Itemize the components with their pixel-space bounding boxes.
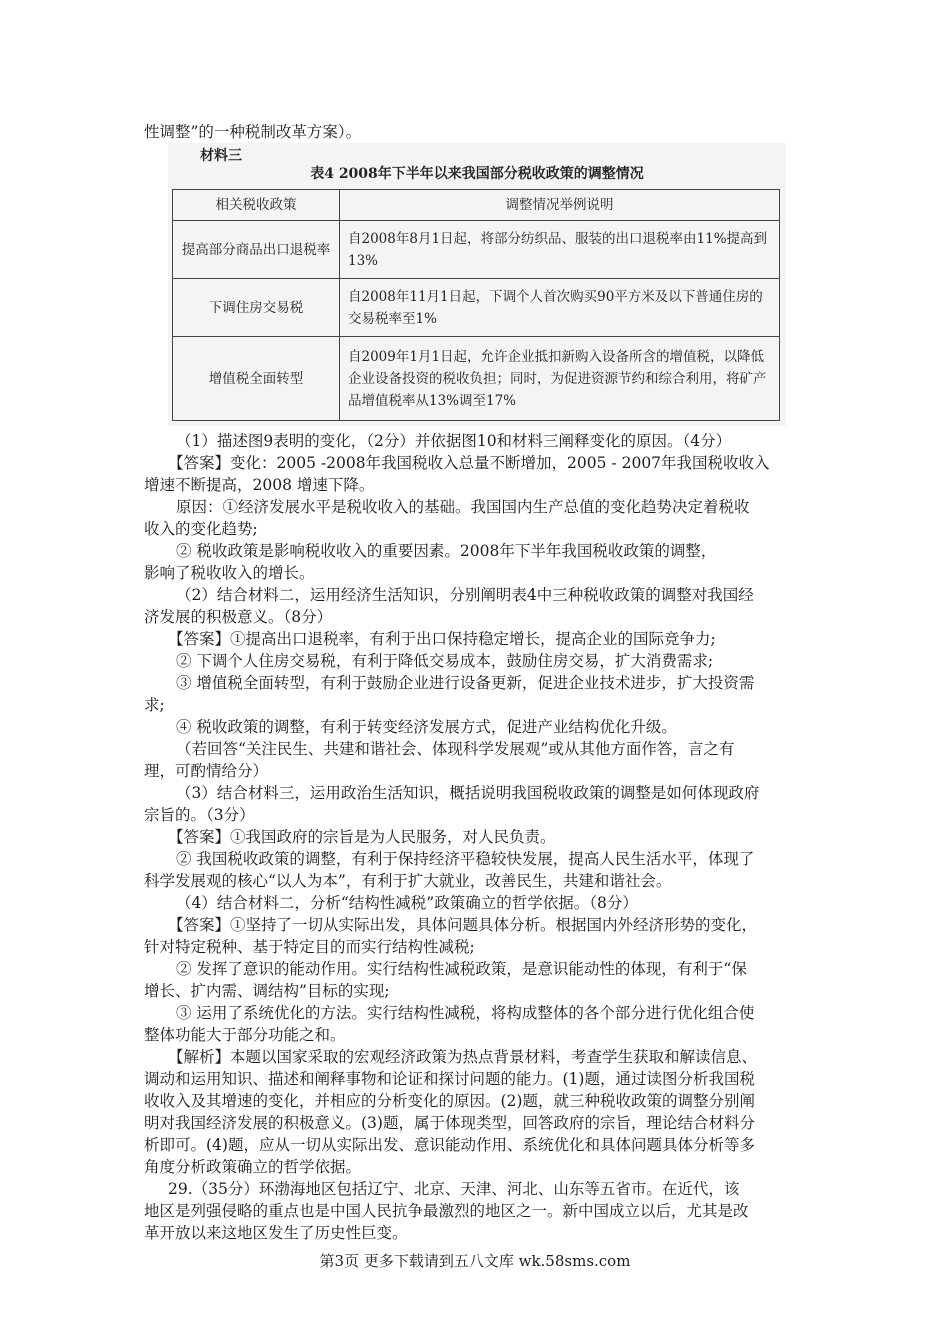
policy-cell: 提高部分商品出口退税率 bbox=[173, 221, 340, 279]
material3-label: 材料三 bbox=[200, 148, 242, 164]
analysis-line: 【解析】本题以国家采取的宏观经济政策为热点背景材料，考查学生获取和解读信息、 bbox=[168, 1048, 758, 1066]
table-header-policy: 相关税收政策 bbox=[173, 190, 340, 221]
answer-3-line: 科学发展观的核心“以人为本”，有利于扩大就业，改善民生，共建和谐社会。 bbox=[144, 872, 672, 890]
policy-cell: 增值税全面转型 bbox=[173, 337, 340, 421]
answer-4-line: 【答案】①坚持了一切从实际出发，具体问题具体分析。根据国内外经济形势的变化， bbox=[168, 916, 758, 934]
answer-2-line: 求; bbox=[144, 696, 165, 714]
question-4: （4）结合材料二，分析“结构性减税”政策确立的哲学依据。（8分） bbox=[176, 894, 638, 912]
answer-2-note: （若回答“关注民生、共建和谐社会、体现科学发展观”或从其他方面作答，言之有 bbox=[176, 740, 735, 758]
question-2: （2）结合材料二，运用经济生活知识，分别阐明表4中三种税收政策的调整对我国经 bbox=[176, 586, 754, 604]
detail-cell: 自2008年8月1日起，将部分纺织品、服装的出口退税率由11%提高到13% bbox=[340, 221, 780, 279]
intro-line: 性调整”的一种税制改革方案）。 bbox=[144, 123, 362, 141]
table-caption: 表4 2008年下半年以来我国部分税收政策的调整情况 bbox=[310, 166, 644, 182]
answer-1-line: 增速不断提高，2008 增速下降。 bbox=[144, 476, 375, 494]
answer-2-line: ③ 增值税全面转型，有利于鼓励企业进行设备更新，促进企业技术进步，扩大投资需 bbox=[176, 674, 755, 692]
detail-cell: 自2008年11月1日起，下调个人首次购买90平方米及以下普通住房的交易税率至1% bbox=[340, 279, 780, 337]
question-3: （3）结合材料三，运用政治生活知识，概括说明我国税收政策的调整是如何体现政府 bbox=[176, 784, 760, 802]
answer-4-line: 整体功能大于部分功能之和。 bbox=[144, 1026, 346, 1044]
table-row bbox=[173, 337, 780, 421]
analysis-line: 收收入及其增速的变化，并相应的分析变化的原因。(2)题，就三种税收政策的调整分别阐 bbox=[144, 1092, 755, 1110]
answer-4-line: ② 发挥了意识的能动作用。实行结构性减税政策，是意识能动性的体现，有利于“保 bbox=[176, 960, 747, 978]
answer-1-line: 原因：①经济发展水平是税收收入的基础。我国国内生产总值的变化趋势决定着税收 bbox=[176, 498, 750, 516]
table-header-row bbox=[173, 190, 780, 221]
table-row bbox=[173, 221, 780, 279]
table-header-detail: 调整情况举例说明 bbox=[340, 190, 780, 221]
question-3: 宗旨的。（3分） bbox=[144, 806, 255, 824]
answer-3-line: ② 我国税收政策的调整，有利于保持经济平稳较快发展，提高人民生活水平，体现了 bbox=[176, 850, 755, 868]
analysis-line: 明对我国经济发展的积极意义。(3)题，属于体现类型，回答政府的宗旨，理论结合材料分 bbox=[144, 1114, 755, 1132]
answer-1-line: ② 税收政策是影响税收收入的重要因素。2008年下半年我国税收政策的调整， bbox=[176, 542, 717, 560]
policy-cell: 下调住房交易税 bbox=[173, 279, 340, 337]
question-29: 地区是列强侵略的重点也是中国人民抗争最激烈的地区之一。新中国成立以后，尤其是改 bbox=[144, 1202, 749, 1220]
question-29: 29.（35分）环渤海地区包括辽宁、北京、天津、河北、山东等五省市。在近代，该 bbox=[168, 1180, 740, 1198]
answer-1-line: 【答案】变化：2005 -2008年我国税收入总量不断增加，2005 - 2007年我国税收收入 bbox=[168, 454, 770, 472]
analysis-line: 调动和运用知识、描述和阐释事物和论证和探讨问题的能力。(1)题，通过读图分析我国税 bbox=[144, 1070, 755, 1088]
tax-policy-table bbox=[172, 189, 780, 421]
answer-1-line: 收入的变化趋势; bbox=[144, 520, 258, 538]
table-row bbox=[173, 279, 780, 337]
material3-scan bbox=[168, 143, 786, 426]
answer-2-note: 理，可酌情给分） bbox=[144, 762, 269, 780]
question-29: 革开放以来这地区发生了历史性巨变。 bbox=[144, 1224, 408, 1242]
answer-4-line: 增长、扩内需、调结构”目标的实现; bbox=[144, 982, 390, 1000]
analysis-line: 析即可。(4)题，应从一切从实际出发、意识能动作用、系统优化和具体问题具体分析等多 bbox=[144, 1136, 755, 1154]
detail-cell: 自2009年1月1日起，允许企业抵扣新购入设备所含的增值税，以降低企业设备投资的税收负担；同时，为促进资源节约和综合利用，将矿产品增值税率从13%调至17% bbox=[340, 337, 780, 421]
answer-2-line: 【答案】①提高出口退税率，有利于出口保持稳定增长，提高企业的国际竞争力; bbox=[168, 630, 716, 648]
answer-3-line: 【答案】①我国政府的宗旨是为人民服务，对人民负责。 bbox=[168, 828, 556, 846]
answer-2-line: ④ 税收政策的调整，有利于转变经济发展方式，促进产业结构优化升级。 bbox=[176, 718, 677, 736]
question-1: （1）描述图9表明的变化，（2分）并依据图10和材料三阐释变化的原因。（4分） bbox=[176, 432, 732, 450]
analysis-line: 角度分析政策确立的哲学依据。 bbox=[144, 1158, 362, 1176]
page-footer: 第3页 更多下载请到五八文库 wk.58sms.com bbox=[319, 1252, 631, 1270]
answer-1-line: 影响了税收收入的增长。 bbox=[144, 564, 315, 582]
answer-4-line: ③ 运用了系统优化的方法。实行结构性减税，将构成整体的各个部分进行优化组合使 bbox=[176, 1004, 755, 1022]
answer-4-line: 针对特定税种、基于特定目的而实行结构性减税; bbox=[144, 938, 475, 956]
question-2: 济发展的积极意义。（8分） bbox=[144, 608, 333, 626]
answer-2-line: ② 下调个人住房交易税，有利于降低交易成本，鼓励住房交易，扩大消费需求; bbox=[176, 652, 714, 670]
